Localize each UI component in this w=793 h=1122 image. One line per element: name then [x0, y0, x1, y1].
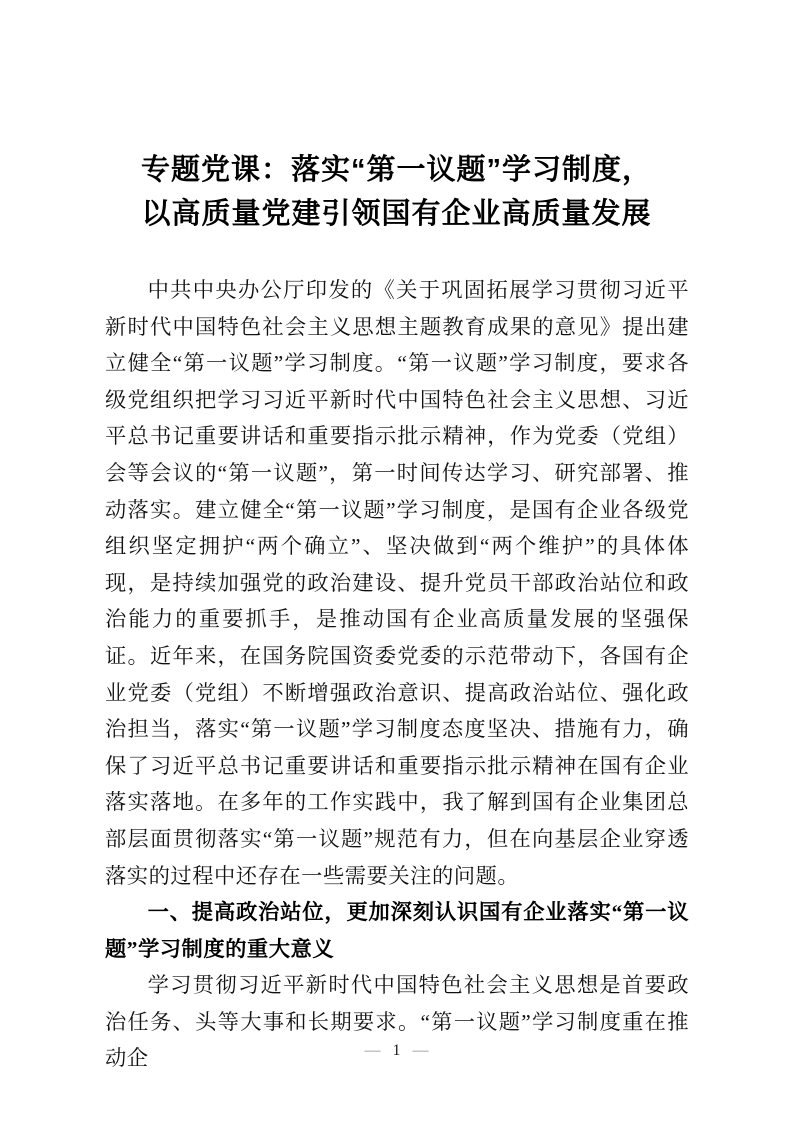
paragraph-section-1: 学习贯彻习近平新时代中国特色社会主义思想是首要政治任务、头等大事和长期要求。“第一议题”学习制度重在推动企 — [105, 973, 689, 1071]
footer-dash-right: — — [412, 1042, 429, 1059]
page-footer — [0, 1042, 793, 1060]
page-number: 1 — [392, 1042, 401, 1059]
document-title — [56, 148, 737, 236]
document-title-line-2: 以高质量党建引领国有企业高质量发展 — [141, 198, 652, 230]
document-body — [105, 272, 689, 1077]
paragraph-intro: 中共中央办公厅印发的《关于巩固拓展学习贯彻习近平新时代中国特色社会主义思想主题教育成果的意见》提出建立健全“第一议题”学习制度。“第一议题”学习制度，要求各级党组织把学习习近平新时代中国特色社会主义思想、习近平总书记重要讲话和重要指示批示精神，作为党委（党组）会等会议的“第一议题”，第一时间传达学习、研究部署、推动落实。建立健全“第一议题”学习制度，是国有企业各级党组织坚定拥护“两个确立”、坚决做到“两个维护”的具体体现，是持续加强党的政治建设、提升党员干部政治站位和政治能力的重要抓手，是推动国有企业高质量发展的坚强保证。近年来，在国务院国资委党委的示范带动下，各国有企业党委（党组）不断增强政治意识、提高政治站位、强化政治担当，落实“第一议题”学习制度态度坚决、措施有力，确保了习近平总书记重要讲话和重要指示批示精神在国有企业落实落地。在多年的工作实践中，我了解到国有企业集团总部层面贯彻落实“第一议题”规范有力，但在向基层企业穿透落实的过程中还存在一些需要关注的问题。 — [105, 278, 689, 888]
section-heading-1: 一、提高政治站位，更加深刻认识国有企业落实“第一议题”学习制度的重大意义 — [105, 900, 689, 961]
document-title-line-1: 专题党课：落实“第一议题”学习制度， — [140, 154, 652, 186]
footer-dash-left: — — [364, 1042, 381, 1059]
